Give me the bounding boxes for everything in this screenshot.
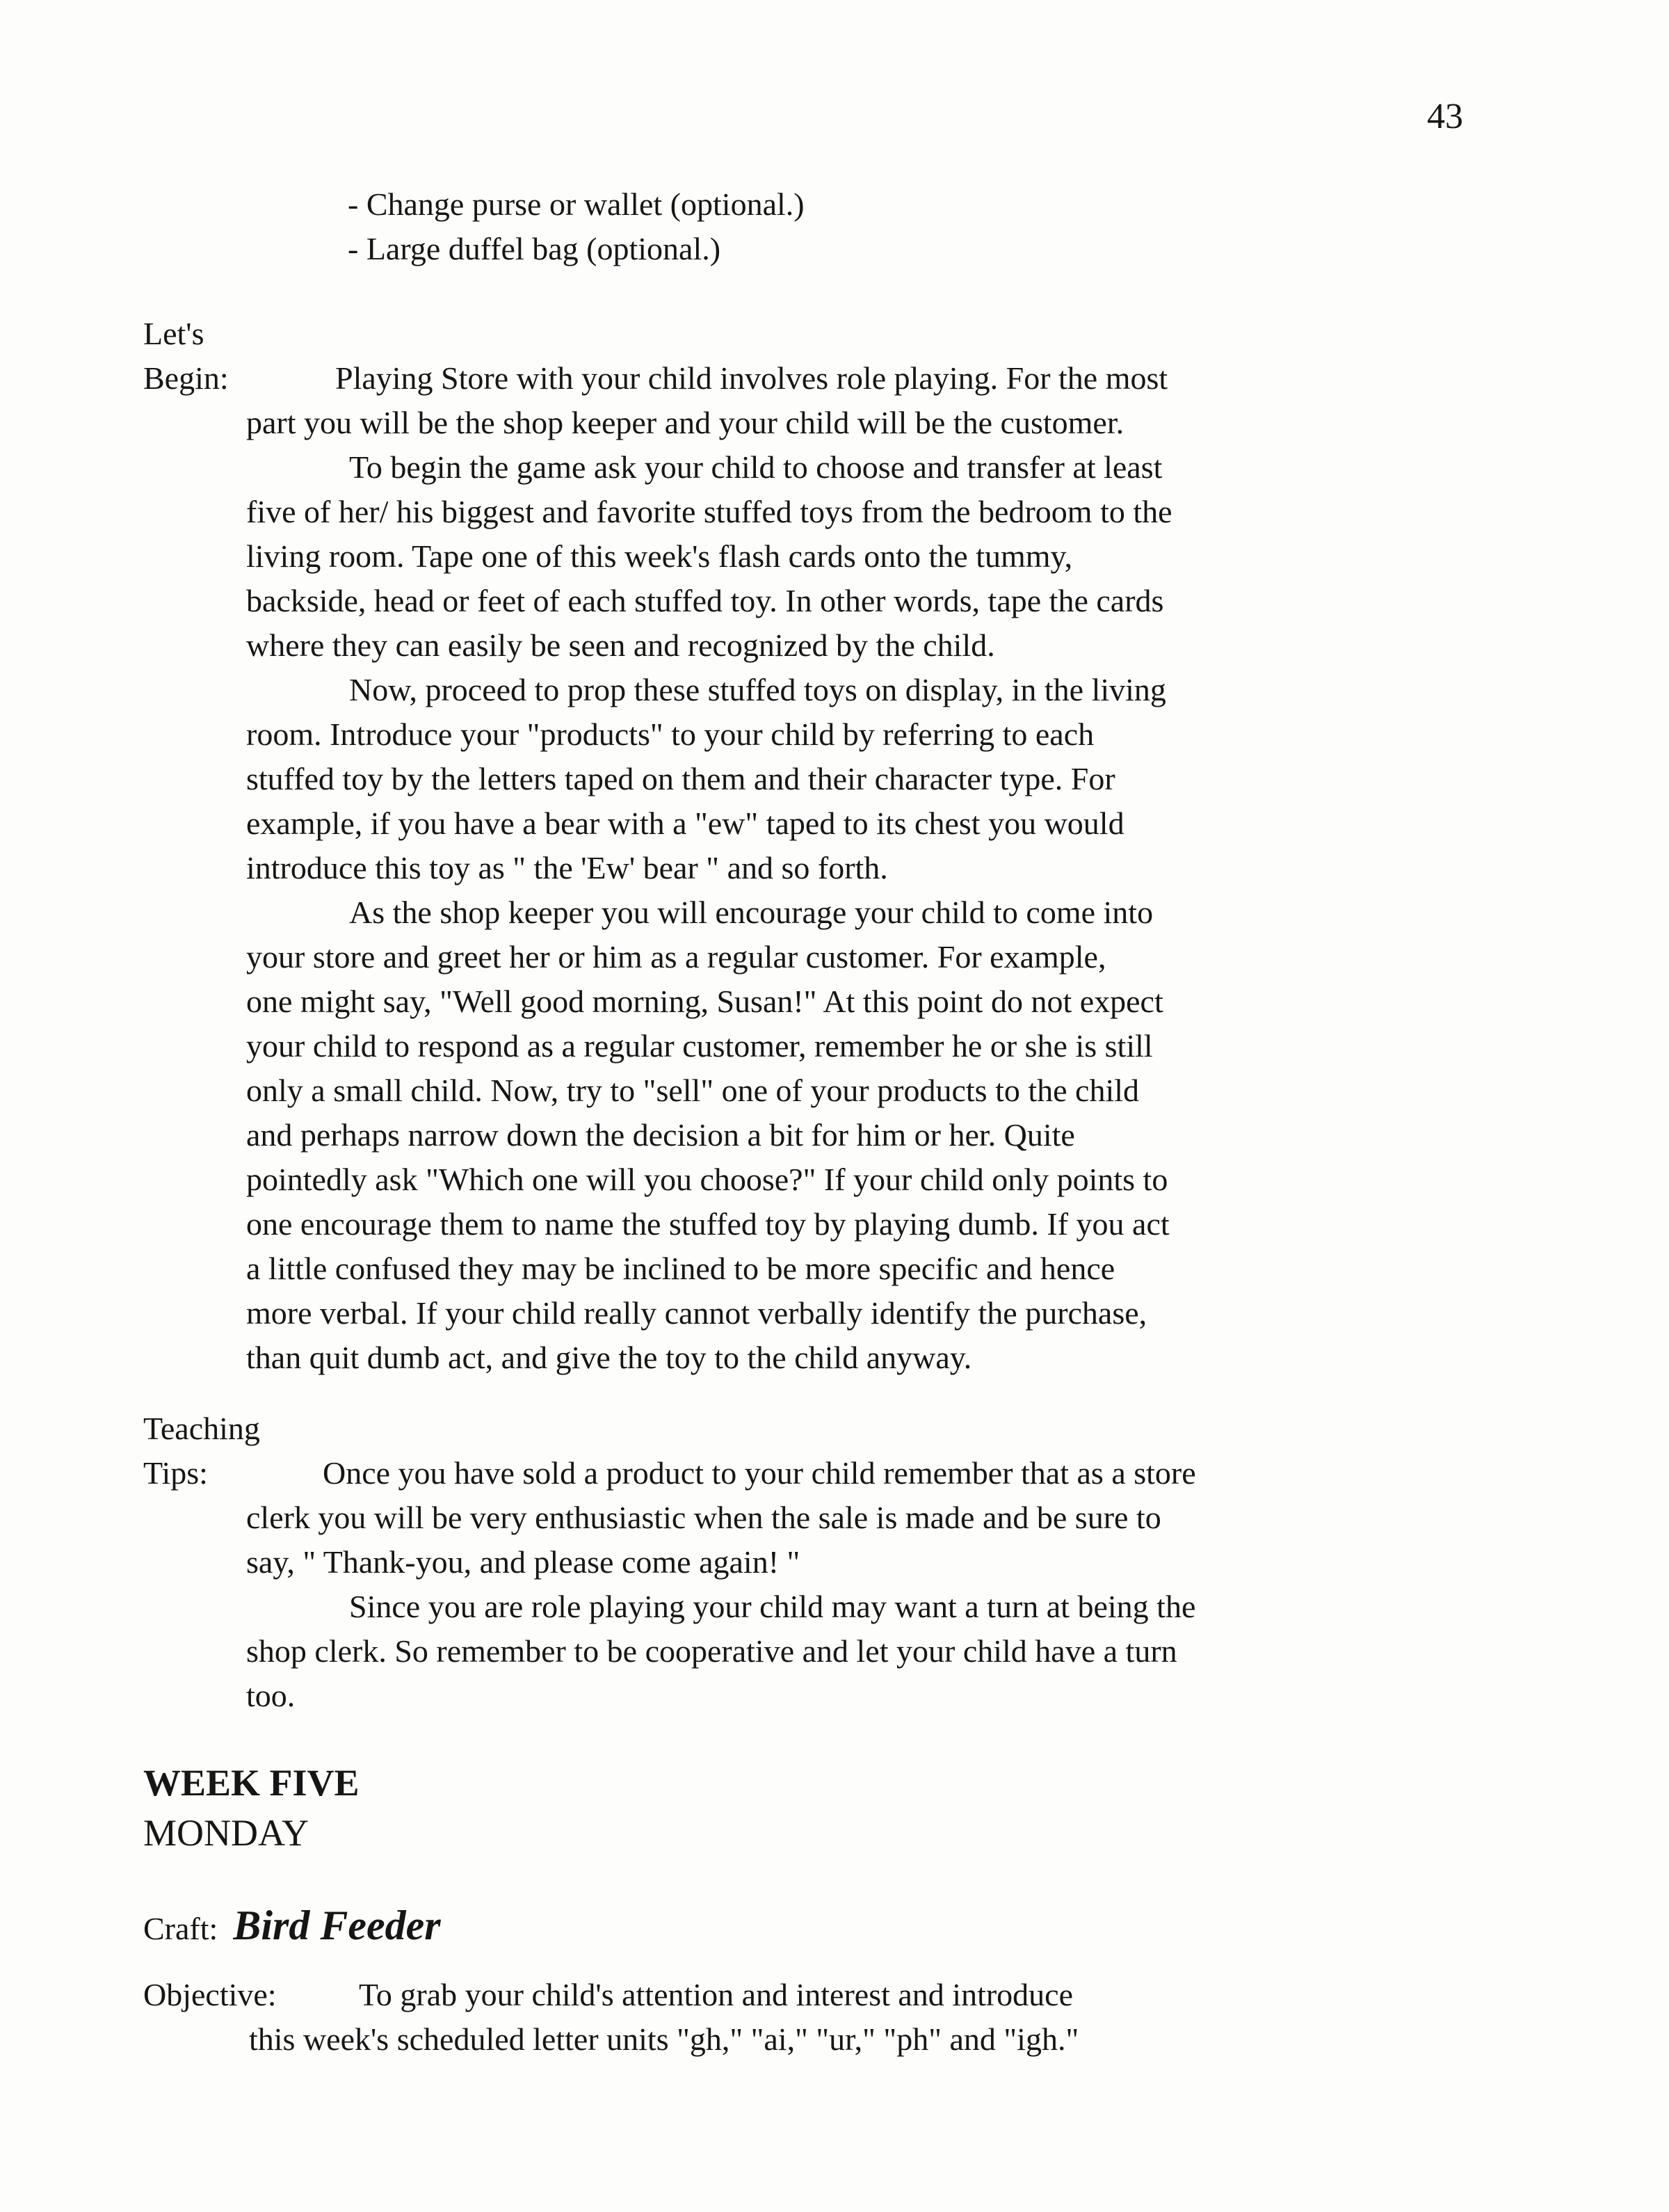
- body-line: more verbal. If your child really cannot verbally identify the purchase,: [246, 1295, 1147, 1331]
- body-line-text: To begin the game ask your child to choose and transfer at least: [349, 449, 1163, 485]
- body-line: a little confused they may be inclined to be more specific and hence: [246, 1251, 1115, 1286]
- teaching-tips-body: [246, 1496, 1195, 1718]
- body-line-text: Now, proceed to prop these stuffed toys on display, in the living: [349, 672, 1166, 707]
- body-line: room. Introduce your "products" to your child by referring to each: [246, 716, 1095, 752]
- teaching-tips-line: Once you have sold a product to your child remember that as a store: [323, 1455, 1196, 1491]
- teaching-tips-label-line1: Teaching: [143, 1411, 260, 1446]
- craft-label: Craft:: [143, 1911, 218, 1946]
- list-item: - Large duffel bag (optional.): [348, 231, 721, 266]
- lets-begin-label-line2: Begin:: [143, 360, 229, 396]
- lets-begin-line: Playing Store with your child involves role playing. For the most: [335, 360, 1168, 396]
- body-line: too.: [246, 1678, 296, 1713]
- page-number: 43: [1427, 97, 1463, 136]
- body-line: one might say, "Well good morning, Susan!" At this point do not expect: [246, 984, 1163, 1019]
- body-line: introduce this toy as " the 'Ew' bear " and so forth.: [246, 850, 888, 885]
- body-line: pointedly ask "Which one will you choose?" If your child only points to: [246, 1162, 1168, 1197]
- week-heading: WEEK FIVE: [143, 1762, 360, 1804]
- list-item: - Change purse or wallet (optional.): [348, 186, 805, 222]
- body-line: [246, 445, 1172, 490]
- body-line: shop clerk. So remember to be cooperative and let your child have a turn: [246, 1633, 1177, 1669]
- body-line: example, if you have a bear with a "ew" taped to its chest you would: [246, 806, 1124, 841]
- body-line: than quit dumb act, and give the toy to the child anyway.: [246, 1340, 972, 1375]
- day-heading: MONDAY: [143, 1812, 309, 1854]
- objective-label: Objective:: [143, 1977, 277, 2012]
- body-line: stuffed toy by the letters taped on them and their character type. For: [246, 761, 1115, 796]
- body-line: only a small child. Now, try to "sell" one of your products to the child: [246, 1073, 1140, 1108]
- body-line: part you will be the shop keeper and your child will be the customer.: [246, 405, 1124, 440]
- body-line: your store and greet her or him as a regular customer. For example,: [246, 939, 1106, 975]
- body-line: say, " Thank-you, and please come again! ": [246, 1544, 800, 1580]
- lets-begin-body: [246, 401, 1172, 1380]
- body-line-text: Since you are role playing your child may want a turn at being the: [349, 1589, 1196, 1624]
- body-line: five of her/ his biggest and favorite stuffed toys from the bedroom to the: [246, 494, 1172, 529]
- body-line: [246, 668, 1172, 712]
- body-line: backside, head or feet of each stuffed toy. In other words, tape the cards: [246, 583, 1164, 618]
- body-line-text: As the shop keeper you will encourage your child to come into: [349, 895, 1154, 930]
- craft-row: [143, 1902, 441, 1951]
- materials-list: [348, 182, 805, 271]
- body-line: [246, 890, 1172, 935]
- body-line: [246, 1585, 1195, 1629]
- objective-line1: To grab your child's attention and interest and introduce: [359, 1977, 1074, 2012]
- objective-line2: this week's scheduled letter units "gh," "ai," "ur," "ph" and "igh.": [249, 2021, 1079, 2057]
- body-line: and perhaps narrow down the decision a bit for him or her. Quite: [246, 1117, 1075, 1153]
- teaching-tips-label-line2: Tips:: [143, 1455, 208, 1491]
- body-line: clerk you will be very enthusiastic when the sale is made and be sure to: [246, 1500, 1161, 1535]
- body-line: your child to respond as a regular customer, remember he or she is still: [246, 1028, 1153, 1064]
- body-line: where they can easily be seen and recognized by the child.: [246, 627, 995, 663]
- lets-begin-label-line1: Let's: [143, 316, 204, 351]
- body-line: living room. Tape one of this week's flash cards onto the tummy,: [246, 538, 1073, 574]
- show-through-text: [918, 203, 926, 239]
- craft-title: Bird Feeder: [233, 1902, 441, 1948]
- body-line: one encourage them to name the stuffed toy by playing dumb. If you act: [246, 1206, 1170, 1242]
